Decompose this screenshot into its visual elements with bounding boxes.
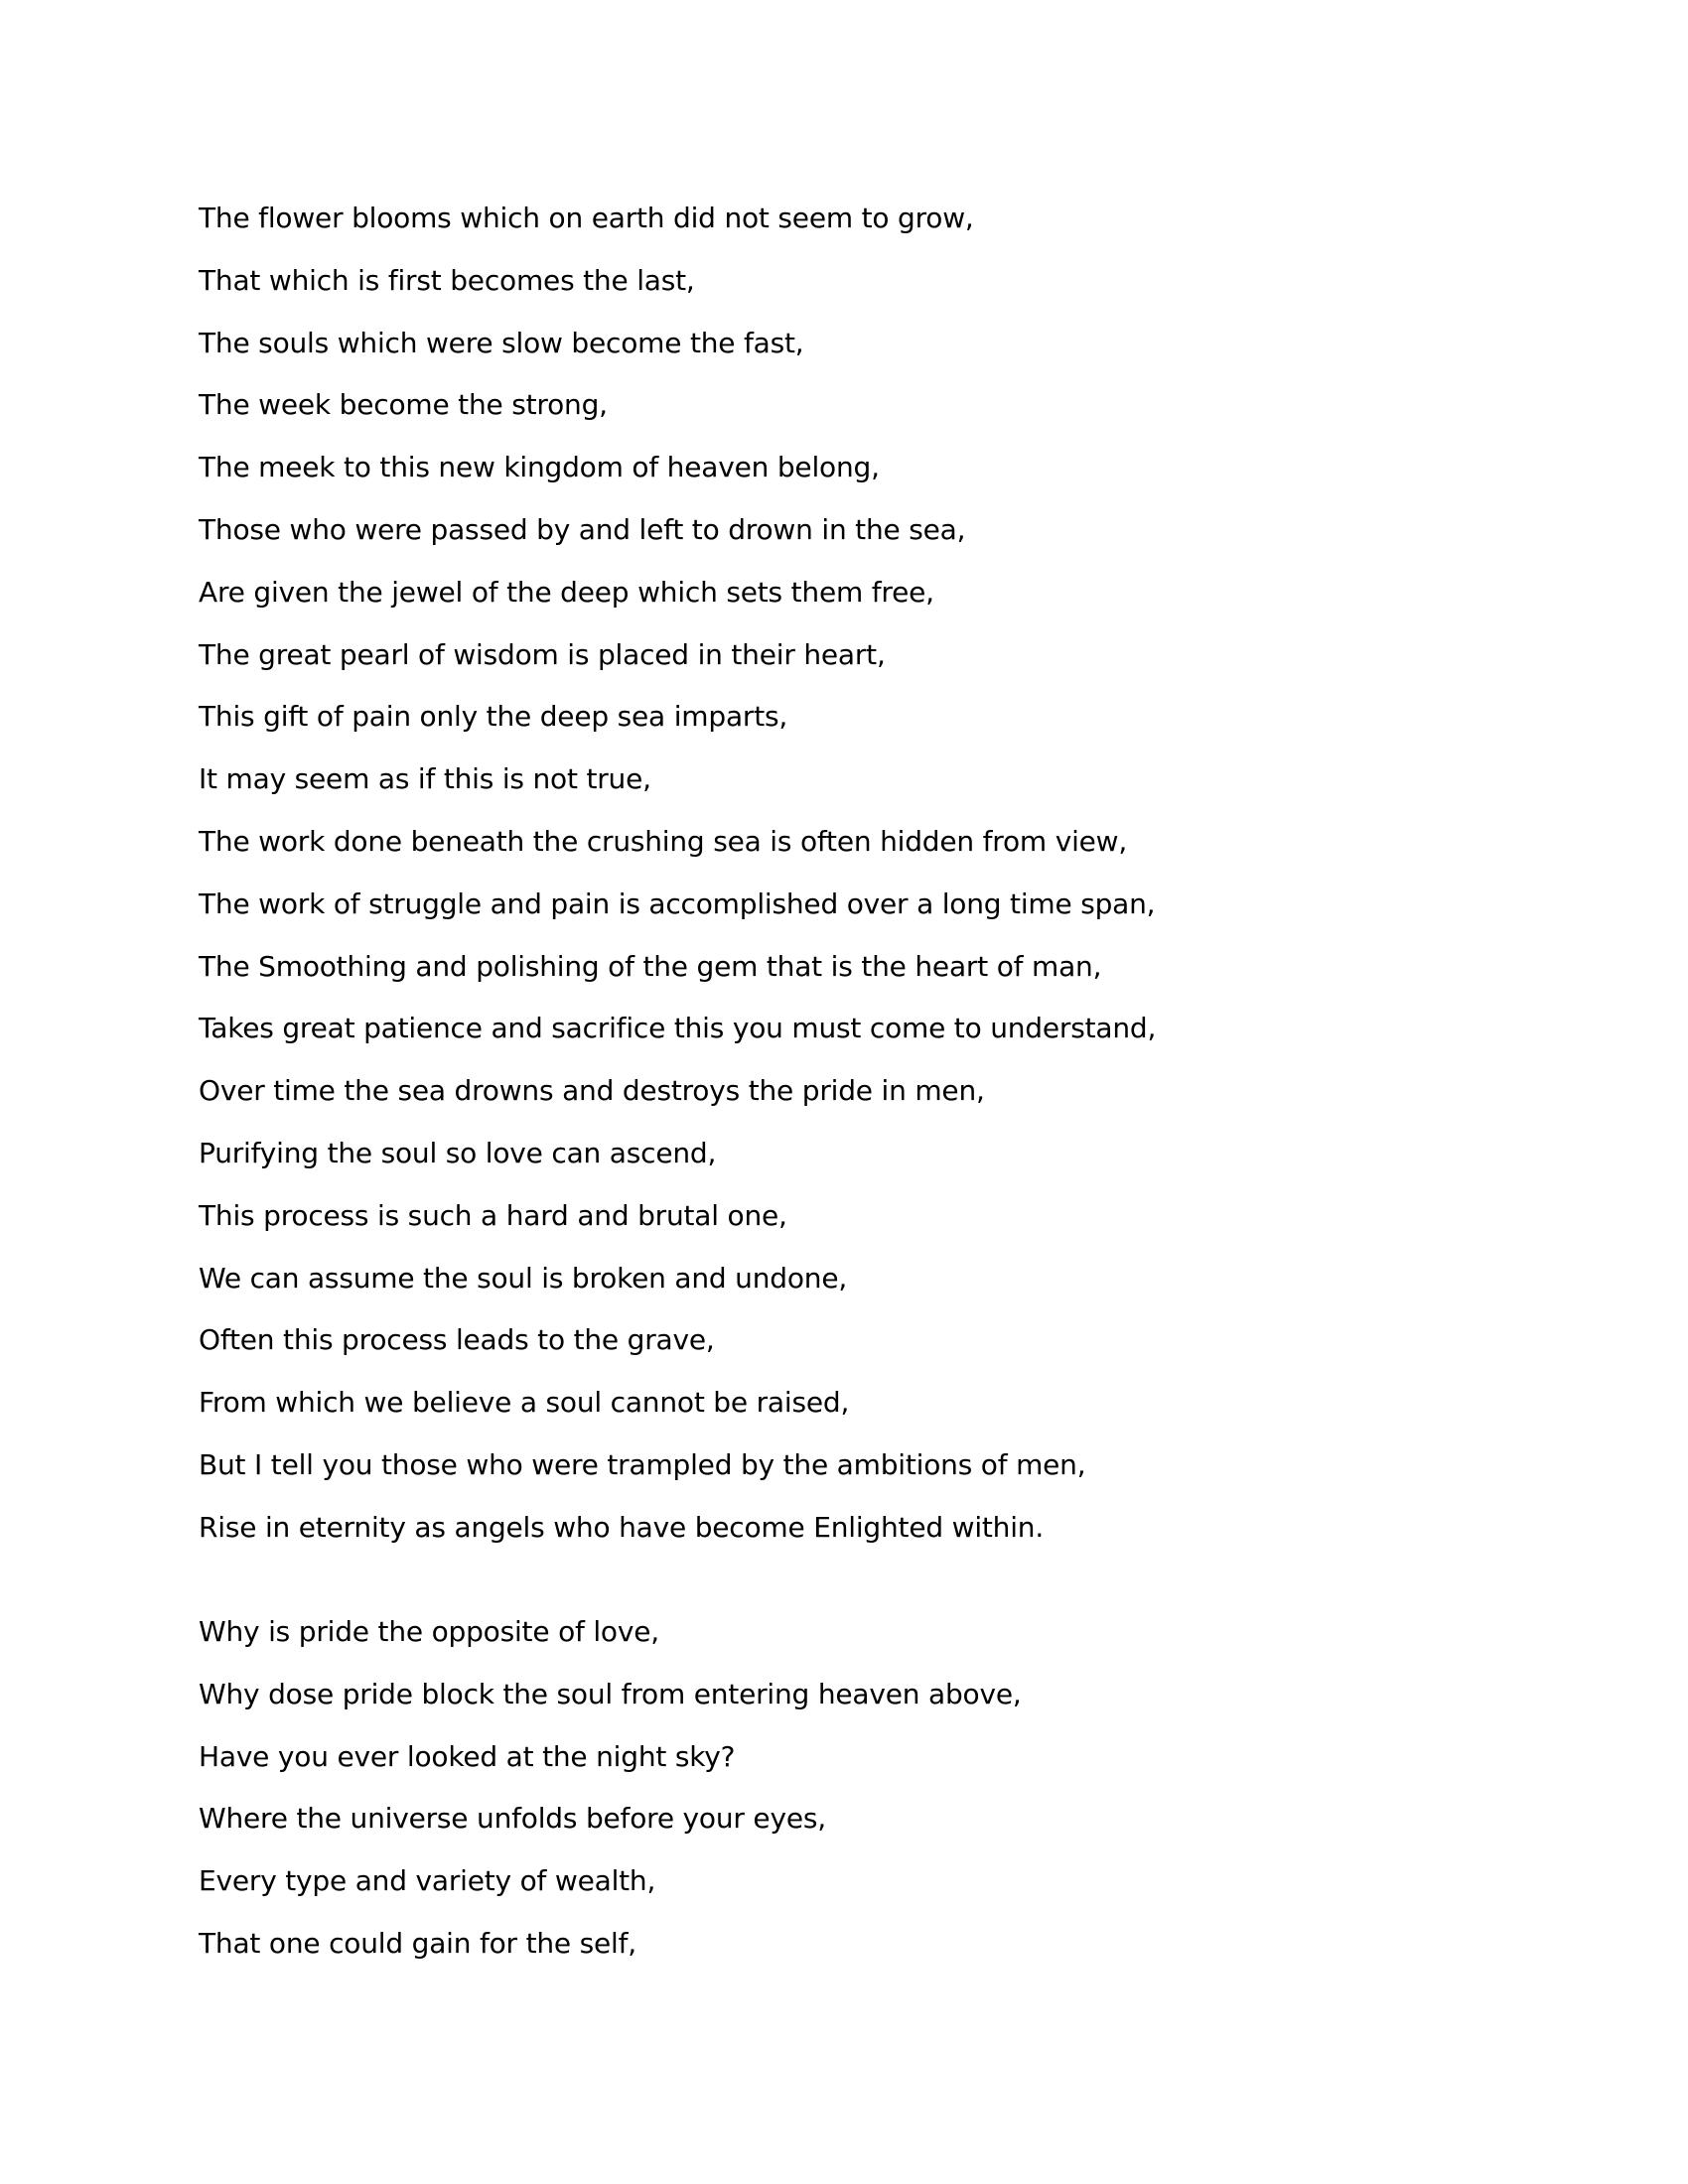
- poem-line: The great pearl of wisdom is placed in their heart,: [199, 637, 886, 671]
- poem-line: The work done beneath the crushing sea is often hidden from view,: [199, 824, 1128, 858]
- poem-line: This process is such a hard and brutal one,: [199, 1198, 787, 1232]
- poem-line: Why is pride the opposite of love,: [199, 1615, 659, 1648]
- poem-line: Takes great patience and sacrifice this you must come to understand,: [199, 1012, 1157, 1045]
- poem-line: Rise in eternity as angels who have become Enlighted within.: [199, 1510, 1045, 1544]
- poem-line: That which is first becomes the last,: [199, 263, 695, 297]
- poem-line: Where the universe unfolds before your eyes,: [199, 1802, 826, 1836]
- poem-line: Every type and variety of wealth,: [199, 1864, 656, 1898]
- poem-line: Why dose pride block the soul from entering heaven above,: [199, 1677, 1022, 1710]
- poem-line: That one could gain for the self,: [199, 1926, 636, 1960]
- poem-line: Over time the sea drowns and destroys the pride in men,: [199, 1074, 985, 1108]
- poem-line: Often this process leads to the grave,: [199, 1323, 715, 1357]
- poem-line: Purifying the soul so love can ascend,: [199, 1136, 717, 1169]
- poem-line: Are given the jewel of the deep which sets them free,: [199, 575, 934, 609]
- poem-line: This gift of pain only the deep sea imparts,: [199, 700, 788, 734]
- poem-line: The flower blooms which on earth did not seem to grow,: [199, 202, 974, 234]
- poem-line: We can assume the soul is broken and undone,: [199, 1261, 848, 1295]
- poem-line: Those who were passed by and left to drown in the sea,: [199, 512, 966, 546]
- poem-line: From which we believe a soul cannot be raised,: [199, 1386, 850, 1420]
- poem-line: The work of struggle and pain is accomplished over a long time span,: [199, 887, 1156, 920]
- poem-line: But I tell you those who were trampled by the ambitions of men,: [199, 1447, 1086, 1481]
- poem-line: The meek to this new kingdom of heaven belong,: [199, 451, 880, 484]
- poem-line: The souls which were slow become the fast,: [199, 326, 804, 359]
- poem-stanza-1: [199, 195, 1156, 1567]
- poem-line: It may seem as if this is not true,: [199, 762, 651, 796]
- poem-line: Have you ever looked at the night sky?: [199, 1739, 736, 1773]
- poem-stanza-2: [199, 1608, 1022, 1982]
- poem-line: The Smoothing and polishing of the gem that is the heart of man,: [199, 949, 1102, 983]
- poem-line: The week become the strong,: [199, 388, 608, 422]
